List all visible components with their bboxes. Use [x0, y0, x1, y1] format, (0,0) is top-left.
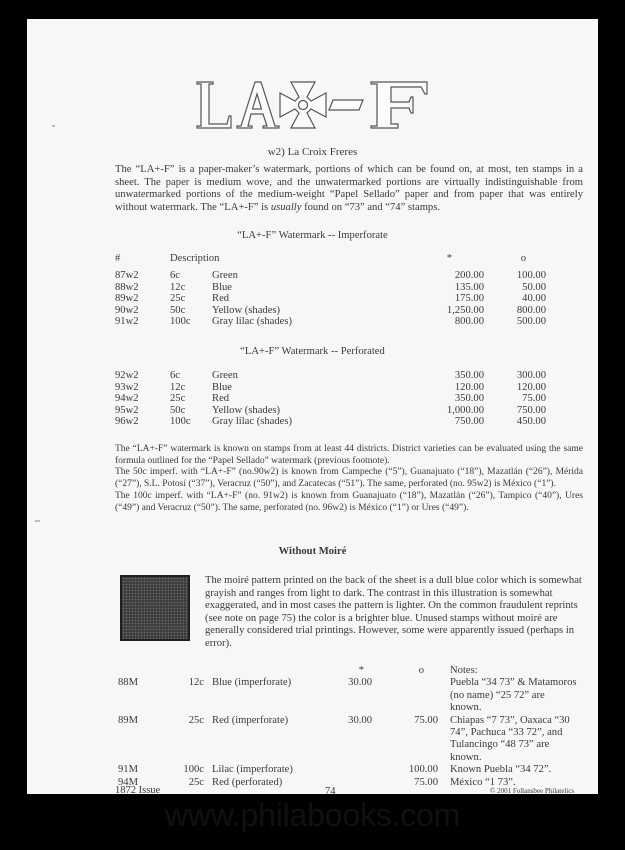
moire-header-row: * o Notes: [358, 665, 478, 676]
stamp-row: 95w2 50c Yellow (shades) 1,000.00 750.00 [115, 404, 546, 416]
stamp-row: 90w2 50c Yellow (shades) 1,250.00 800.00 [115, 304, 546, 316]
intro-paragraph: The “LA+-F” is a paper-maker’s watermark, portions of which can be found on, at most, ten stamps in a sheet. The paper is medium wove, and the unwatermarked portions are virtually indistinguishable from unwatermarked portions of the medium-weight “Papel Sellado” paper and from paper that was entirely without watermark. The “LA+-F” is usually found on “73” and “74” stamps. [115, 164, 583, 213]
imperforate-header: # Description * o [115, 253, 526, 264]
stamp-row: 93w2 12c Blue 120.00 120.00 [115, 381, 546, 393]
page-number: 74 [325, 786, 336, 797]
scan-speck [35, 520, 40, 522]
moire-row: 89M 25c Red (imperforate) 30.00 75.00 Chiapas “7 73”, Oaxaca “30 74”, Pachuca “33 72”, and Tulancingo “48 73” are known. [118, 714, 570, 763]
perforated-title: “LA+-F” Watermark -- Perforated [240, 346, 385, 357]
moire-pattern-image [120, 575, 190, 641]
stamp-row: 89w2 25c Red 175.00 40.00 [115, 293, 546, 305]
without-moire-title: Without Moiré [278, 546, 347, 557]
stamp-row: 96w2 100c Gray lilac (shades) 750.00 450.00 [115, 416, 546, 428]
district-notes: The “LA+-F” watermark is known on stamps from at least 44 districts. District varieties can be evaluated using the same formula outlined for the “Papel Sellado” watermark (previous footnote). The 50c imperf. with “LA+-F” (no.90w2) is known from Campeche (“5”), Guanajuato (“18”), Mazatlán (“26”), Mérida (“27”), S.L. Potosí (“37”), Veracruz (“50”), and Zacatecas (“51”). The same, perforated (no. 95w2) is México (“1”). The 100c imperf. with “LA+-F” (no. 91w2) is known from Guanajuato (“18”), Mazatlán (“26”), Tampico (“40”), Ures (“49”) and Veracruz (“50”). The same, perforated (no. 96w2) is México (“1”) or Ures (“49”). [115, 444, 583, 513]
moire-row: 94M 25c Red (perforated) 75.00 México “1 73”. [118, 776, 516, 788]
perforated-table [115, 370, 546, 428]
moire-table [118, 665, 578, 789]
website-url[interactable]: www.philabooks.com [164, 797, 461, 833]
scan-speck [52, 125, 55, 127]
footer-issue: 1872 Issue [115, 785, 161, 796]
moire-row: 88M 12c Blue (imperforate) 30.00 Puebla “34 73” & Matamoros (no name) “25 72” are known. [118, 677, 577, 714]
stamp-row: 88w2 12c Blue 135.00 50.00 [115, 281, 546, 293]
imperforate-table [115, 270, 546, 328]
stamp-row: 91w2 100c Gray lilac (shades) 800.00 500.00 [115, 316, 546, 328]
watermark-subtitle: w2) La Croix Freres [267, 146, 358, 158]
moire-row: 91M 100c Lilac (imperforate) 100.00 Known Puebla “34 72”. [118, 764, 552, 776]
stamp-row: 94w2 25c Red 350.00 75.00 [115, 393, 546, 405]
moire-description: The moiré pattern printed on the back of the sheet is a dull blue color which is somewhat grayish and ranges from light to dark. The contrast in this illustration is somewhat exaggerated, and in most cases the pattern is lighter. On the common fraudulent reprints (see note on page 75) the color is a brighter blue. Unused stamps without moiré are generally considered trial printings. However, some were apparently issued (perhaps in error). [205, 575, 582, 649]
imperforate-title: “LA+-F” Watermark -- Imperforate [237, 230, 388, 241]
stamp-row: 87w2 6c Green 200.00 100.00 [115, 270, 546, 281]
stamp-row: 92w2 6c Green 350.00 300.00 [115, 370, 546, 381]
footer-copyright: © 2001 Follansbee Philatelics [490, 787, 575, 795]
watermark-logo [193, 76, 435, 134]
